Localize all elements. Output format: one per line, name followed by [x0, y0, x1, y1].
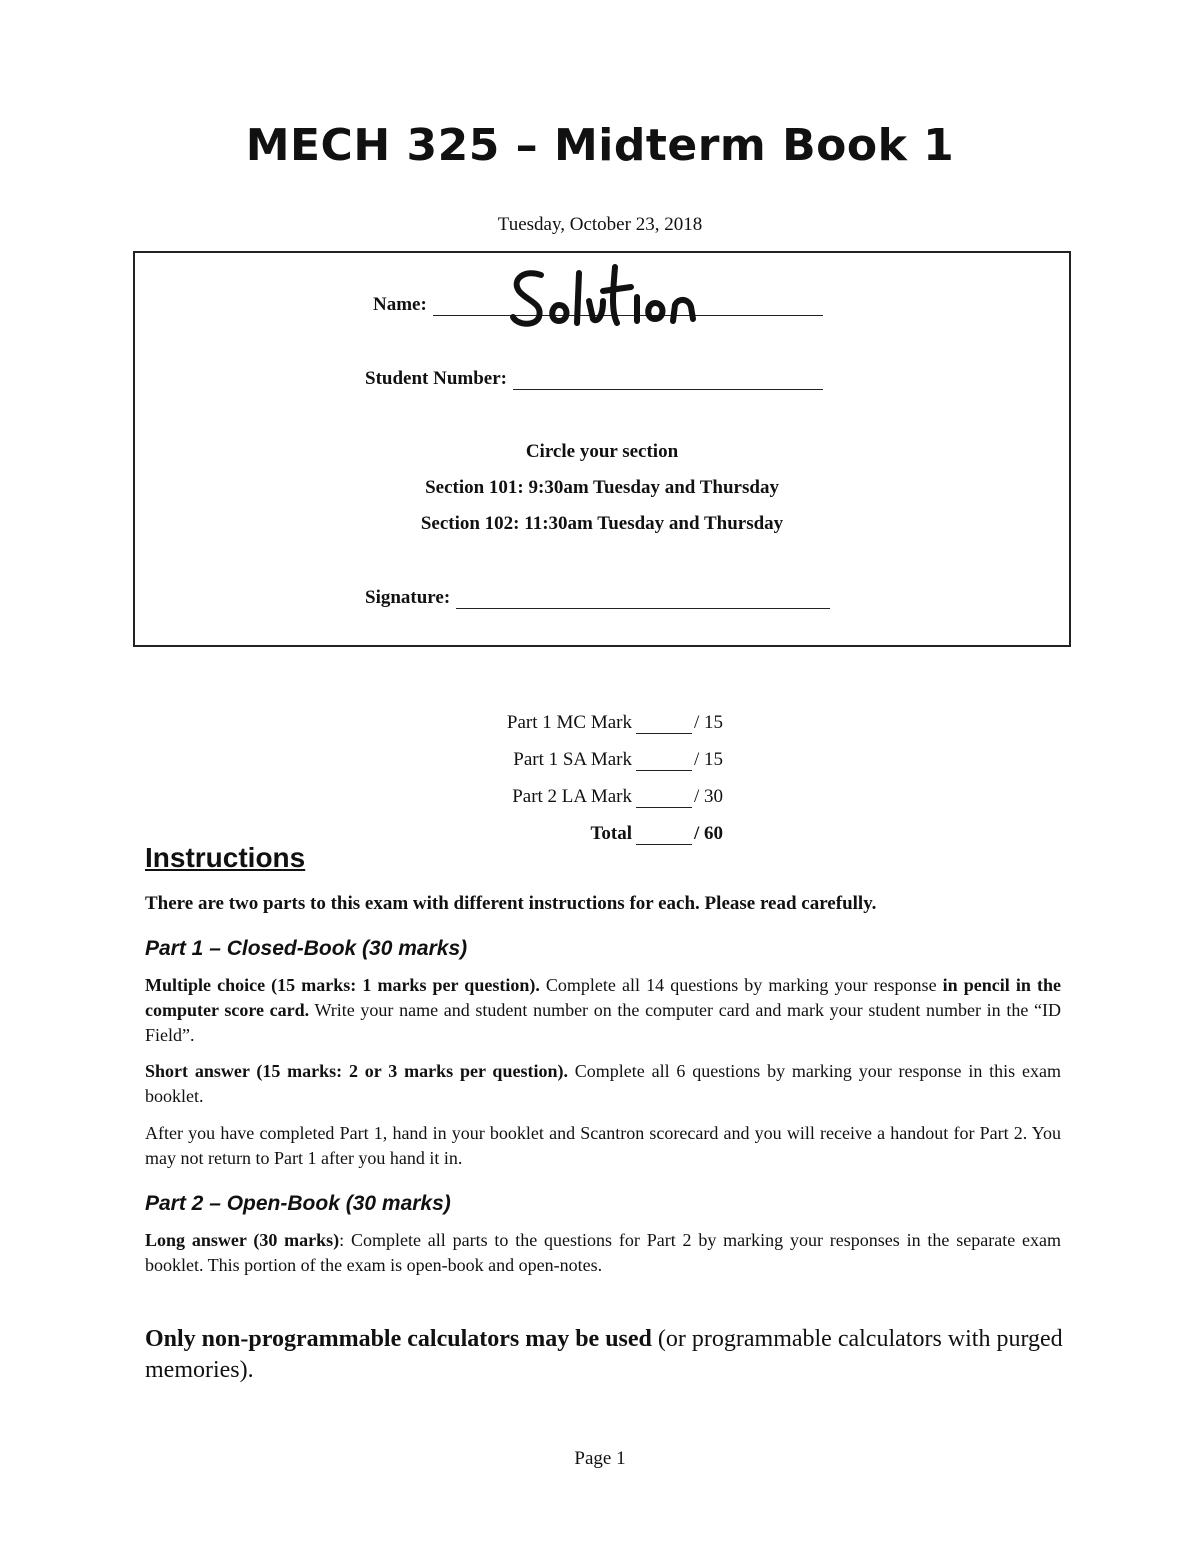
student-info-box	[133, 251, 1071, 647]
mark-row-total	[440, 808, 730, 845]
sa-text: Complete all 6 questions by marking your response in this exam booklet.	[145, 1061, 1061, 1106]
page-number: Page 1	[574, 1448, 626, 1469]
instructions-heading: Instructions	[145, 842, 306, 873]
mark-label: Part 2 LA Mark	[512, 786, 632, 807]
handwritten-name	[503, 261, 703, 331]
exam-date: Tuesday, October 23, 2018	[497, 214, 703, 235]
part1-heading: Part 1 – Closed-Book (30 marks)	[145, 937, 468, 960]
mc-text-2: Write your name and student number on the computer card and mark your student number in the “ID Field”.	[145, 1000, 1061, 1045]
signature-line	[456, 586, 830, 609]
mc-bold: Multiple choice (15 marks: 1 marks per question).	[145, 975, 540, 995]
mark-out-of: / 60	[694, 823, 724, 844]
calc-bold: Only non-programmable calculators may be used	[145, 1326, 652, 1352]
student-number-line	[513, 367, 823, 390]
mark-blank[interactable]	[636, 789, 692, 808]
multiple-choice-paragraph	[145, 973, 1061, 1048]
mark-row	[440, 734, 730, 771]
section-102-option[interactable]: Section 102: 11:30am Tuesday and Thursday	[420, 513, 784, 534]
sa-bold: Short answer (15 marks: 2 or 3 marks per question).	[145, 1061, 568, 1081]
part2-heading: Part 2 – Open-Book (30 marks)	[145, 1192, 451, 1215]
la-bold: Long answer (30 marks)	[145, 1230, 340, 1250]
name-line	[433, 293, 823, 316]
marks-table	[440, 697, 730, 845]
mark-row	[440, 771, 730, 808]
name-field[interactable]	[373, 293, 823, 316]
mark-blank[interactable]	[636, 752, 692, 771]
signature-label: Signature:	[365, 587, 451, 608]
mark-out-of: / 15	[694, 749, 724, 770]
calc-text: (or programmable calculators with purged memories).	[145, 1326, 1063, 1383]
instructions-lead: There are two parts to this exam with different instructions for each. Please read carefully.	[145, 893, 877, 914]
short-answer-paragraph	[145, 1059, 1061, 1109]
long-answer-paragraph	[145, 1228, 1061, 1278]
mark-blank[interactable]	[636, 715, 692, 734]
mark-out-of: / 15	[694, 712, 724, 733]
after-part1-paragraph: After you have completed Part 1, hand in your booklet and Scantron scorecard and you will receive a handout for Part 2. You may not return to Part 1 after you hand it in.	[145, 1123, 1061, 1168]
la-text: : Complete all parts to the questions for Part 2 by marking your responses in the separate exam booklet. This portion of the exam is open-book and open-notes.	[145, 1230, 1062, 1275]
circle-section-heading: Circle your section	[525, 441, 679, 462]
mc-text: Complete all 14 questions by marking your response	[539, 975, 943, 995]
section-101-option[interactable]: Section 101: 9:30am Tuesday and Thursday	[425, 477, 779, 498]
mark-label: Part 1 SA Mark	[513, 749, 632, 770]
mark-blank[interactable]	[636, 826, 692, 845]
mark-label: Total	[590, 823, 632, 844]
student-number-field[interactable]	[365, 367, 823, 390]
calculator-note	[145, 1324, 1065, 1386]
mc-bold-2: in pencil in the computer score card.	[145, 975, 1061, 1020]
student-number-label: Student Number:	[365, 368, 507, 389]
mark-out-of: / 30	[694, 786, 724, 807]
name-label: Name:	[373, 294, 427, 315]
exam-title: MECH 325 – Midterm Book 1	[245, 120, 955, 171]
signature-field[interactable]	[365, 586, 830, 609]
mark-row	[440, 697, 730, 734]
mark-label: Part 1 MC Mark	[506, 712, 632, 733]
